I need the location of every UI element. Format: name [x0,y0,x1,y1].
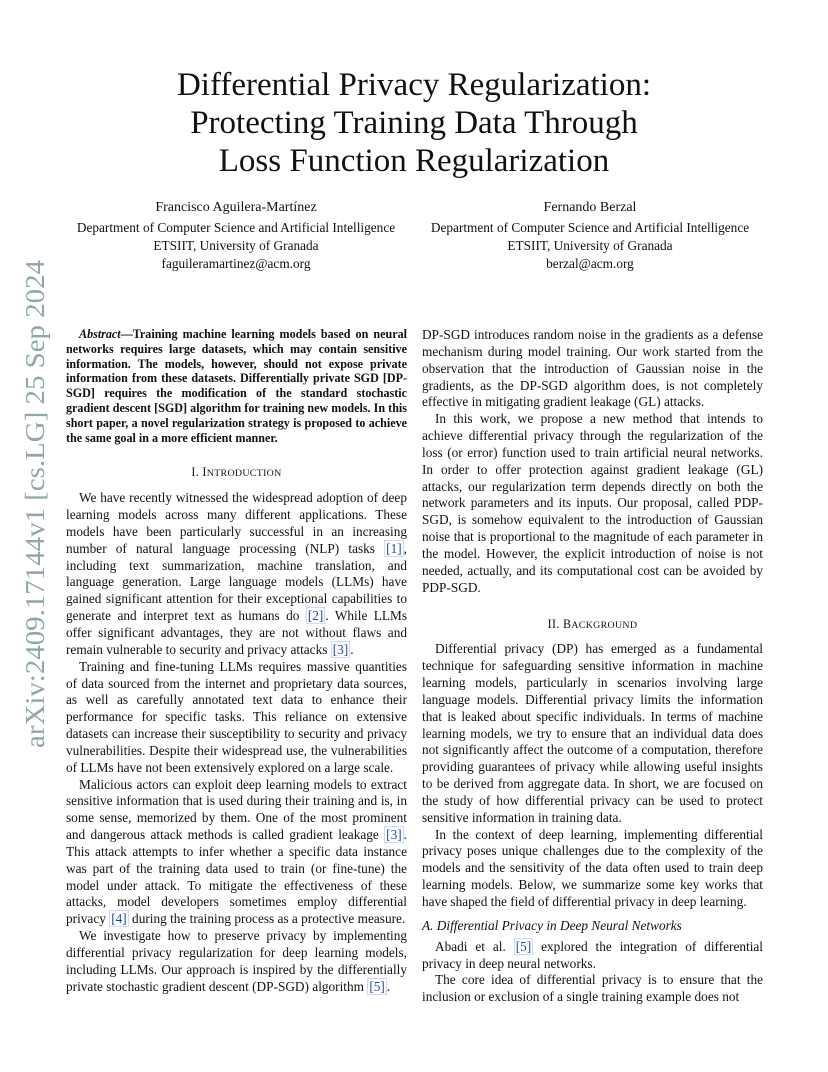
paper-title [90,66,738,180]
text-run: , including text summarization, machine translation, and language generation. Large language models (LLMs) have gained significant attention for their exceptional capabilities to generate and interpret text as humans do [66,540,407,624]
arxiv-sidebar-stamp [14,258,54,750]
citation-link[interactable]: [3] [386,827,402,843]
title-line: Differential Privacy Regularization: [176,67,652,103]
section-heading-background: II. BACKGROUND [547,616,638,631]
citation-link[interactable]: [5] [369,978,385,994]
author-name: Fernando Berzal [543,200,637,215]
author-email: berzal@acm.org [546,256,634,271]
author-institution: ETSIIT, University of Granada [507,238,673,253]
paragraph [66,490,407,658]
paragraph [66,928,407,995]
author-block [410,199,770,273]
author-name: Francisco Aguilera-Martínez [155,200,317,215]
author-institution: ETSIIT, University of Granada [153,238,319,253]
paragraph: Differential privacy (DP) has emerged as a fundamental technique for safeguarding sensitive information in machine learning models, particularly in scenarios involving large language models. Differential privacy limits the information that is leaked about specific individuals. In terms of machine learning models, we try to ensure that an individual data does not significantly affect the outcome of a computation, therefore providing guarantees of privacy while allowing useful insights to be derived from aggregate data. In short, we are focused on the study of how differential privacy can be used to protect sensitive information in training data. [422,641,763,825]
author-block [56,199,416,273]
paragraph: In the context of deep learning, implementing differential privacy poses unique challenges due to the complexity of the models and the sensitivity of the data often used to train deep learning models. Below, we summarize some key works that have shaped the field of differential privacy in deep learning. [422,826,763,909]
text-run: We have recently witnessed the widespread adoption of deep learning models across many different applications. These models have been particularly successful in an increasing number of natural language processing (NLP) tasks [66,490,407,556]
citation-link[interactable]: [3] [332,641,349,657]
abstract-text: —Training machine learning models based on neural networks requires large datasets, which may contain sensitive information. The models, however, should not expose private information from these datasets. Differentially private SGD [DP-SGD] requires the modification of the standard stochastic gradient descent [SGD] algorithm for training new models. In this short paper, a novel regularization strategy is proposed to achieve the same goal in a more efficient manner. [66,327,407,445]
text-run: . [386,978,391,994]
citation-link[interactable]: [4] [111,911,127,927]
text-run: Malicious actors can exploit deep learning models to extract sensitive information that is used during their training and is, in some sense, memorized by them. One of the most prominent and dangerous attack methods is called gradient leakage [66,776,407,843]
citation-link[interactable]: [5] [515,938,532,954]
author-email: faguileramartinez@acm.org [161,256,311,271]
author-department: Department of Computer Science and Artificial Intelligence [430,220,750,235]
text-run: We investigate how to preserve privacy by implementing differential privacy regularization for deep learning models, including LLMs. Our approach is inspired by the differentially private stochastic gradient descent (DP-SGD) algorithm [66,928,407,994]
citation-link[interactable]: [2] [307,608,324,624]
paragraph [422,939,763,973]
paragraph: The core idea of differential privacy is to ensure that the inclusion or exclusion of a single training example does not [422,972,763,1005]
paragraph [66,777,407,929]
left-column [66,327,407,996]
paragraph: Training and fine-tuning LLMs requires massive quantities of data sourced from the internet and proprietary data sources, as well as carefully annotated text data to enhance their performance for specific tasks. This reliance on extensive datasets can increase their susceptibility to security and privacy vulnerabilities. Despite their widespread use, the vulnerabilities of LLMs have not been extensively explored on a large scale. [66,658,407,775]
title-line: Protecting Training Data Through [190,105,638,141]
paragraph: In this work, we propose a new method that intends to achieve differential privacy through the regularization of the loss (or error) function used to train artificial neural networks. In order to offer protection against gradient leakage (GL) attacks, our regularization term depends directly on both the network parameters and its inputs. Our proposal, called PDP-SGD, is somehow equivalent to the introduction of Gaussian noise that is proportional to the magnitude of each parameter in the model. However, the explicit introduction of noise is not needed, actually, and its computational cost can be avoided by PDP-SGD. [422,411,763,595]
citation-link[interactable]: [1] [386,540,402,556]
right-column [422,327,763,1006]
arxiv-stamp-text: arXiv:2409.17144v1 [cs.LG] 25 Sep 2024 [20,292,50,748]
title-line: Loss Function Regularization [218,143,610,179]
text-run: explored the integration of differential privacy in deep neural networks. [422,938,763,971]
text-run: Abadi et al. [435,938,514,954]
text-run: . [350,641,354,657]
text-run: . This attack attempts to infer whether a specific data instance was part of the training data used to train (or fine-tune) the model under attack. To mitigate the effectiveness of these attacks, model developers sometimes employ differential privacy [66,827,407,927]
paragraph: DP-SGD introduces random noise in the gradients as a defense mechanism during model training. Our work started from the observation that the introduction of Gaussian noise in the gradients, as the DP-SGD algorithm does, is not completely effective in mitigating gradient leakage (GL) attacks. [422,327,763,410]
section-heading-introduction: I. INTRODUCTION [191,465,282,480]
author-department: Department of Computer Science and Artificial Intelligence [76,220,396,235]
subsection-heading: A. Differential Privacy in Deep Neural Networks [422,917,682,933]
abstract-label: Abstract [79,327,121,341]
abstract [66,327,407,445]
text-run: . While LLMs offer significant advantages, they are not without flaws and remain vulnerable to security and privacy attacks [66,608,408,657]
text-run: during the training process as a protective measure. [128,911,406,927]
